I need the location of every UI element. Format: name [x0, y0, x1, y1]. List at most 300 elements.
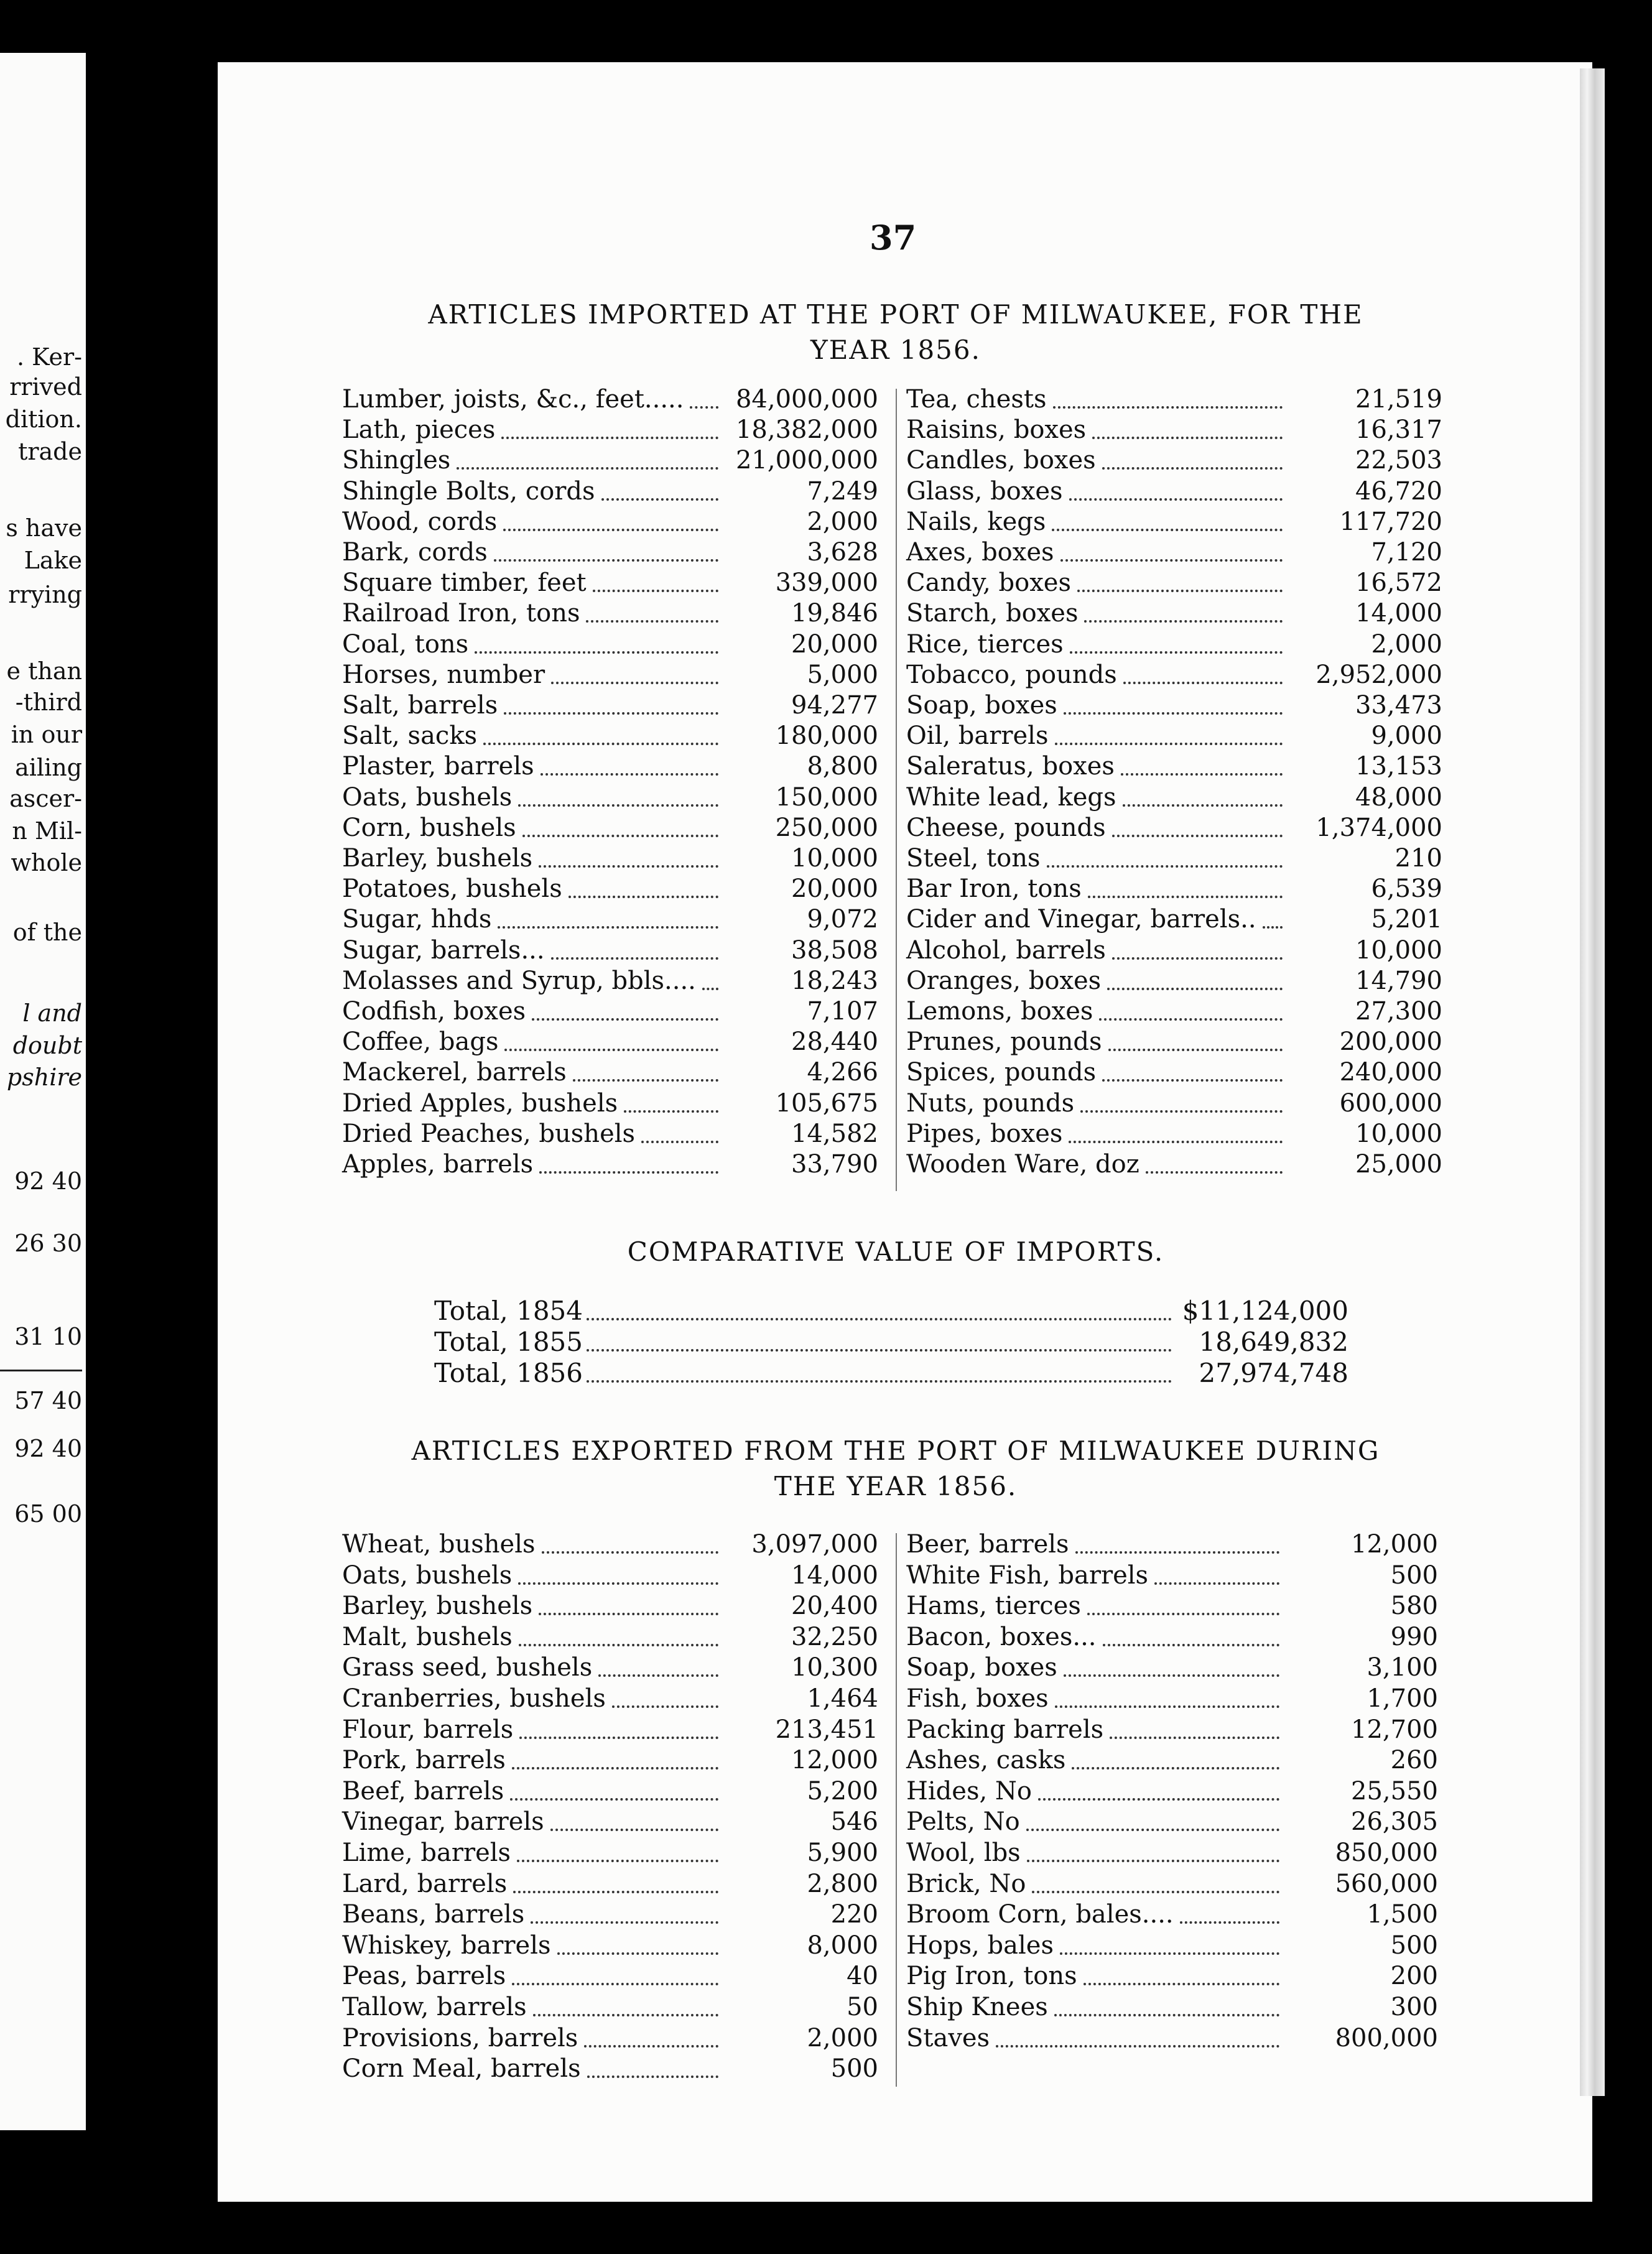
table-row	[342, 1149, 878, 1180]
dot-leader	[1026, 1829, 1279, 1831]
dot-leader	[1060, 559, 1283, 562]
item-value: 20,000	[791, 874, 878, 904]
item-label: Spices, pounds	[906, 1058, 1097, 1087]
item-value: 12,000	[1351, 1530, 1438, 1559]
table-row	[342, 843, 878, 874]
dot-leader	[1084, 1983, 1279, 1985]
table-row	[342, 1868, 878, 1899]
table-row	[342, 1529, 878, 1560]
item-value: 3,100	[1367, 1653, 1438, 1682]
item-value: 300	[1390, 1993, 1438, 2021]
item-value: 7,249	[807, 476, 878, 506]
table-row	[342, 812, 878, 843]
item-value: 25,550	[1351, 1776, 1438, 1806]
table-row	[342, 996, 878, 1027]
item-value: 200,000	[1339, 1027, 1442, 1057]
table-row	[906, 1529, 1438, 1560]
table-row	[906, 690, 1442, 721]
dot-leader	[539, 865, 718, 868]
item-value: 500	[1390, 1931, 1438, 1960]
item-value: 16,572	[1355, 568, 1442, 598]
dot-leader	[1055, 743, 1283, 745]
item-label: Soap, boxes	[906, 1653, 1057, 1682]
table-row	[906, 537, 1442, 568]
facing-page-text-fragment: doubt	[12, 1032, 82, 1059]
item-label: Oranges, boxes	[906, 966, 1102, 995]
item-label: Fish, boxes	[906, 1684, 1049, 1713]
total-value: 18,649,832	[1199, 1327, 1348, 1357]
dot-leader	[501, 437, 718, 439]
dot-leader	[510, 1798, 718, 1801]
dot-leader	[587, 1318, 1172, 1320]
item-label: Malt, bushels	[342, 1622, 513, 1651]
total-value: 27,974,748	[1199, 1358, 1348, 1388]
item-label: Shingles	[342, 446, 451, 475]
item-label: Lemons, boxes	[906, 997, 1093, 1026]
imports-column-divider	[896, 389, 897, 1191]
item-value: 27,300	[1355, 997, 1442, 1026]
table-row	[342, 445, 878, 476]
item-value: 94,277	[791, 691, 878, 720]
item-value: 18,382,000	[735, 415, 878, 445]
dot-leader	[1075, 1551, 1279, 1554]
table-row	[342, 1930, 878, 1961]
table-row	[342, 690, 878, 721]
dot-leader	[519, 1737, 718, 1739]
dot-leader	[612, 1705, 718, 1708]
dot-leader	[996, 2045, 1279, 2048]
table-row	[906, 1714, 1438, 1745]
item-label: Sugar, barrels...	[342, 935, 545, 965]
item-value: 10,300	[791, 1653, 878, 1682]
item-label: Apples, barrels	[342, 1150, 534, 1179]
item-label: Corn Meal, barrels	[342, 2054, 581, 2084]
table-row	[342, 659, 878, 690]
dot-leader	[1072, 1767, 1279, 1769]
item-value: 1,464	[807, 1684, 878, 1713]
item-label: Lime, barrels	[342, 1839, 511, 1867]
item-label: Prunes, pounds	[906, 1027, 1102, 1057]
dot-leader	[1054, 2014, 1279, 2016]
dot-leader	[475, 651, 718, 654]
item-label: Bacon, boxes...	[906, 1622, 1097, 1651]
item-label: Tobacco, pounds	[906, 660, 1117, 689]
item-value: 8,800	[807, 752, 878, 781]
dot-leader	[601, 498, 718, 501]
dot-leader	[551, 957, 718, 960]
item-value: 117,720	[1339, 507, 1442, 536]
item-label: Hops, bales	[906, 1931, 1054, 1960]
item-label: Tea, chests	[906, 385, 1047, 414]
item-label: Beans, barrels	[342, 1900, 525, 1929]
exports-heading	[361, 1434, 1431, 1504]
table-row	[342, 1960, 878, 1992]
item-label: Starch, boxes	[906, 599, 1079, 628]
comparative-heading: COMPARATIVE VALUE OF IMPORTS.	[627, 1236, 1164, 1267]
item-value: 21,000,000	[735, 446, 878, 475]
item-value: 6,539	[1371, 874, 1442, 904]
table-row	[906, 782, 1442, 813]
item-value: 48,000	[1355, 782, 1442, 812]
dot-leader	[1112, 957, 1283, 960]
item-value: 19,846	[791, 599, 878, 628]
facing-page-text-fragment: n Mil-	[12, 817, 82, 845]
item-label: Salt, sacks	[342, 721, 478, 751]
item-value: 10,000	[791, 844, 878, 873]
table-row	[906, 2023, 1438, 2054]
item-label: Cranberries, bushels	[342, 1684, 606, 1713]
item-label: Lath, pieces	[342, 415, 496, 445]
item-value: 33,790	[791, 1150, 878, 1179]
table-row	[906, 720, 1442, 751]
table-row	[906, 965, 1442, 996]
item-label: Bar Iron, tons	[906, 874, 1082, 904]
item-label: Saleratus, boxes	[906, 752, 1115, 781]
item-label: Shingle Bolts, cords	[342, 476, 595, 506]
table-row	[906, 1992, 1438, 2023]
facing-page-text-fragment: pshire	[6, 1064, 82, 1091]
table-row	[906, 629, 1442, 660]
dot-leader	[531, 1921, 718, 1924]
imports-heading	[373, 297, 1418, 368]
item-value: 260	[1390, 1746, 1438, 1775]
item-value: 21,519	[1355, 385, 1442, 414]
table-row	[906, 1806, 1438, 1837]
item-value: 560,000	[1335, 1869, 1438, 1898]
imports-heading-line1: ARTICLES IMPORTED AT THE PORT OF MILWAUKEE, FOR THE	[428, 299, 1363, 330]
item-label: Coal, tons	[342, 629, 469, 659]
dot-leader	[1087, 1613, 1279, 1615]
dot-leader	[1107, 988, 1283, 990]
page-number: 37	[870, 218, 917, 257]
dot-leader	[498, 926, 718, 929]
item-value: 40	[847, 1962, 878, 1991]
table-row	[906, 1745, 1438, 1776]
item-label: Broom Corn, bales....	[906, 1900, 1174, 1929]
dot-leader	[550, 1829, 718, 1831]
item-value: 1,374,000	[1316, 813, 1442, 842]
item-label: Pork, barrels	[342, 1746, 506, 1775]
item-label: Cheese, pounds	[906, 813, 1106, 842]
item-value: 7,120	[1371, 538, 1442, 567]
facing-page-text-fragment: of the	[12, 919, 82, 946]
dot-leader	[1154, 1582, 1279, 1585]
item-label: Corn, bushels	[342, 813, 516, 842]
dot-leader	[1064, 1674, 1279, 1677]
item-label: Wooden Ware, doz	[906, 1150, 1139, 1179]
item-value: 5,200	[807, 1776, 878, 1806]
exports-heading-line1: ARTICLES EXPORTED FROM THE PORT OF MILWAUKEE DURING	[411, 1435, 1380, 1466]
table-row	[342, 414, 878, 445]
dot-leader	[573, 1079, 718, 1082]
item-label: Flour, barrels	[342, 1715, 514, 1744]
dot-leader	[1108, 1049, 1283, 1051]
table-row	[342, 965, 878, 996]
dot-leader	[587, 1349, 1172, 1352]
item-label: Sugar, hhds	[342, 905, 492, 934]
dot-leader	[518, 804, 718, 807]
item-value: 220	[830, 1900, 878, 1929]
table-row	[342, 904, 878, 935]
item-label: Square timber, feet	[342, 568, 587, 598]
dot-leader	[1032, 1891, 1279, 1893]
item-value: 580	[1390, 1592, 1438, 1621]
item-label: Plaster, barrels	[342, 752, 534, 781]
dot-leader	[522, 835, 718, 837]
item-value: 18,243	[791, 966, 878, 995]
facing-page-text-fragment: whole	[11, 849, 82, 876]
table-row	[906, 445, 1442, 476]
item-value: 20,000	[791, 629, 878, 659]
item-value: 14,000	[791, 1561, 878, 1590]
table-row	[342, 1992, 878, 2023]
table-row	[342, 1652, 878, 1683]
facing-page-text-fragment: 26 30	[14, 1230, 82, 1257]
dot-leader	[1123, 682, 1283, 684]
table-row	[906, 812, 1442, 843]
dot-leader	[519, 1644, 718, 1646]
item-label: White lead, kegs	[906, 782, 1116, 812]
item-value: 12,700	[1351, 1715, 1438, 1744]
dot-leader	[1080, 1110, 1283, 1113]
dot-leader	[1263, 926, 1283, 929]
item-value: 600,000	[1339, 1088, 1442, 1118]
dot-leader	[1069, 498, 1283, 501]
item-label: Beer, barrels	[906, 1530, 1069, 1559]
facing-page-text-fragment: in our	[11, 721, 82, 748]
item-value: 14,582	[791, 1119, 878, 1148]
dot-leader	[512, 1983, 718, 1985]
item-label: Wheat, bushels	[342, 1530, 536, 1559]
item-value: 28,440	[791, 1027, 878, 1057]
item-label: Candles, boxes	[906, 446, 1096, 475]
item-value: 3,628	[807, 538, 878, 567]
table-row	[342, 1118, 878, 1149]
dot-leader	[624, 1110, 718, 1113]
item-label: Tallow, barrels	[342, 1993, 527, 2021]
item-label: Pelts, No	[906, 1807, 1020, 1837]
dot-leader	[1102, 1079, 1283, 1082]
dot-leader	[641, 1141, 718, 1143]
dot-leader	[568, 896, 718, 898]
dot-leader	[584, 2045, 718, 2048]
total-row	[434, 1327, 1348, 1358]
item-value: 10,000	[1355, 935, 1442, 965]
dot-leader	[533, 2014, 718, 2016]
sum-rule	[0, 1370, 82, 1371]
table-row	[906, 506, 1442, 537]
dot-leader	[557, 1952, 718, 1955]
item-label: Hams, tierces	[906, 1592, 1081, 1621]
dot-leader	[1038, 1798, 1279, 1801]
table-row	[906, 1899, 1438, 1930]
item-value: 850,000	[1335, 1839, 1438, 1867]
table-row	[342, 506, 878, 537]
item-value: 14,000	[1355, 599, 1442, 628]
table-row	[906, 1652, 1438, 1683]
item-value: 5,900	[807, 1839, 878, 1867]
item-label: Railroad Iron, tons	[342, 599, 580, 628]
exports-column-divider	[896, 1533, 897, 2087]
facing-page-text-fragment: . Ker-	[16, 343, 82, 371]
item-label: Pipes, boxes	[906, 1119, 1063, 1148]
item-label: Brick, No	[906, 1869, 1026, 1898]
dot-leader	[512, 1767, 718, 1769]
table-row	[342, 537, 878, 568]
facing-page-fragment	[0, 53, 86, 2130]
imports-heading-line2: YEAR 1856.	[810, 334, 981, 365]
table-row	[906, 843, 1442, 874]
table-row	[342, 1776, 878, 1807]
table-row	[342, 782, 878, 813]
item-label: Pig Iron, tons	[906, 1962, 1077, 1991]
item-label: Barley, bushels	[342, 844, 533, 873]
item-value: 2,800	[807, 1869, 878, 1898]
dot-leader	[1047, 865, 1283, 868]
item-label: White Fish, barrels	[906, 1561, 1149, 1590]
dot-leader	[1055, 1705, 1279, 1708]
item-value: 500	[1390, 1561, 1438, 1590]
table-row	[342, 720, 878, 751]
dot-leader	[587, 1380, 1172, 1383]
dot-leader	[457, 467, 718, 470]
facing-page-text-fragment: Lake	[24, 547, 82, 574]
item-label: Nails, kegs	[906, 507, 1046, 536]
table-row	[342, 873, 878, 904]
total-row	[434, 1296, 1348, 1327]
facing-page-text-fragment: dition.	[5, 406, 82, 433]
dot-leader	[518, 1582, 718, 1585]
table-row	[906, 1118, 1442, 1149]
table-row	[906, 751, 1442, 782]
table-row	[342, 1621, 878, 1653]
total-label: Total, 1854	[434, 1296, 583, 1326]
facing-page-text-fragment: l and	[22, 999, 82, 1027]
item-value: 84,000,000	[735, 385, 878, 414]
item-label: Beef, barrels	[342, 1776, 504, 1806]
facing-page-text-fragment: ascer-	[9, 785, 82, 812]
dot-leader	[1027, 1860, 1279, 1862]
item-label: Candy, boxes	[906, 568, 1071, 598]
table-row	[342, 935, 878, 966]
table-row	[342, 1683, 878, 1714]
table-row	[906, 414, 1442, 445]
item-label: Raisins, boxes	[906, 415, 1087, 445]
dot-leader	[1123, 804, 1283, 807]
dot-leader	[539, 1613, 718, 1615]
item-value: 240,000	[1339, 1058, 1442, 1087]
item-value: 2,000	[807, 2023, 878, 2052]
dot-leader	[1064, 712, 1283, 715]
item-value: 500	[830, 2054, 878, 2084]
item-value: 339,000	[775, 568, 878, 598]
item-value: 2,000	[1371, 629, 1442, 659]
item-label: Whiskey, barrels	[342, 1931, 551, 1960]
item-label: Molasses and Syrup, bbls....	[342, 966, 696, 995]
dot-leader	[1103, 1644, 1279, 1646]
total-value: $11,124,000	[1182, 1296, 1348, 1326]
table-row	[342, 2053, 878, 2084]
item-value: 3,097,000	[751, 1530, 878, 1559]
dot-leader	[1088, 896, 1283, 898]
item-value: 20,400	[791, 1592, 878, 1621]
table-row	[342, 1837, 878, 1868]
dot-leader	[593, 590, 718, 592]
dot-leader	[1053, 406, 1283, 409]
table-row	[342, 1899, 878, 1930]
table-row	[906, 1683, 1438, 1714]
item-value: 10,000	[1355, 1119, 1442, 1148]
total-label: Total, 1856	[434, 1358, 583, 1388]
table-row	[906, 1149, 1442, 1180]
item-label: Steel, tons	[906, 844, 1041, 873]
table-row	[906, 904, 1442, 935]
item-value: 5,201	[1371, 905, 1442, 934]
item-label: Wood, cords	[342, 507, 498, 536]
item-label: Ship Knees	[906, 1993, 1048, 2021]
dot-leader	[1070, 651, 1283, 654]
item-label: Cider and Vinegar, barrels..	[906, 905, 1256, 934]
dot-leader	[539, 1171, 718, 1174]
dot-leader	[542, 1551, 718, 1554]
exports-heading-line2: THE YEAR 1856.	[774, 1470, 1018, 1501]
item-value: 14,790	[1355, 966, 1442, 995]
item-label: Oil, barrels	[906, 721, 1049, 751]
facing-page-text-fragment: -third	[15, 689, 82, 716]
item-value: 8,000	[807, 1931, 878, 1960]
facing-page-text-fragment: e than	[6, 657, 82, 685]
facing-page-text-fragment: rrying	[8, 581, 82, 608]
item-value: 5,000	[807, 660, 878, 689]
item-label: Mackerel, barrels	[342, 1058, 567, 1087]
total-row	[434, 1358, 1348, 1389]
facing-page-text-fragment: 65 00	[14, 1500, 82, 1528]
facing-page-text-fragment: ailing	[15, 754, 82, 781]
dot-leader	[1077, 590, 1283, 592]
dot-leader	[690, 406, 718, 409]
facing-page-text-fragment: rrived	[9, 373, 82, 401]
item-value: 50	[847, 1993, 878, 2021]
item-label: Bark, cords	[342, 538, 488, 567]
item-label: Peas, barrels	[342, 1962, 506, 1991]
dot-leader	[1092, 437, 1283, 439]
table-row	[906, 996, 1442, 1027]
dot-leader	[1060, 1952, 1279, 1955]
facing-page-text-fragment: 31 10	[14, 1323, 82, 1350]
item-label: Alcohol, barrels	[906, 935, 1106, 965]
item-label: Potatoes, bushels	[342, 874, 562, 904]
table-row	[906, 384, 1442, 415]
item-value: 22,503	[1355, 446, 1442, 475]
facing-page-text-fragment: 92 40	[14, 1435, 82, 1462]
table-row	[906, 567, 1442, 598]
item-label: Lumber, joists, &c., feet.....	[342, 385, 684, 414]
table-row	[342, 1057, 878, 1088]
dot-leader	[1146, 1171, 1283, 1174]
item-value: 33,473	[1355, 691, 1442, 720]
table-row	[906, 1590, 1438, 1621]
item-value: 546	[830, 1807, 878, 1837]
table-row	[906, 1560, 1438, 1591]
item-label: Packing barrels	[906, 1715, 1104, 1744]
item-label: Coffee, bags	[342, 1027, 499, 1057]
facing-page-text-fragment: 57 40	[14, 1387, 82, 1414]
dot-leader	[587, 2075, 718, 2078]
dot-leader	[598, 1674, 718, 1677]
item-label: Barley, bushels	[342, 1592, 533, 1621]
table-row	[342, 1806, 878, 1837]
item-value: 105,675	[775, 1088, 878, 1118]
